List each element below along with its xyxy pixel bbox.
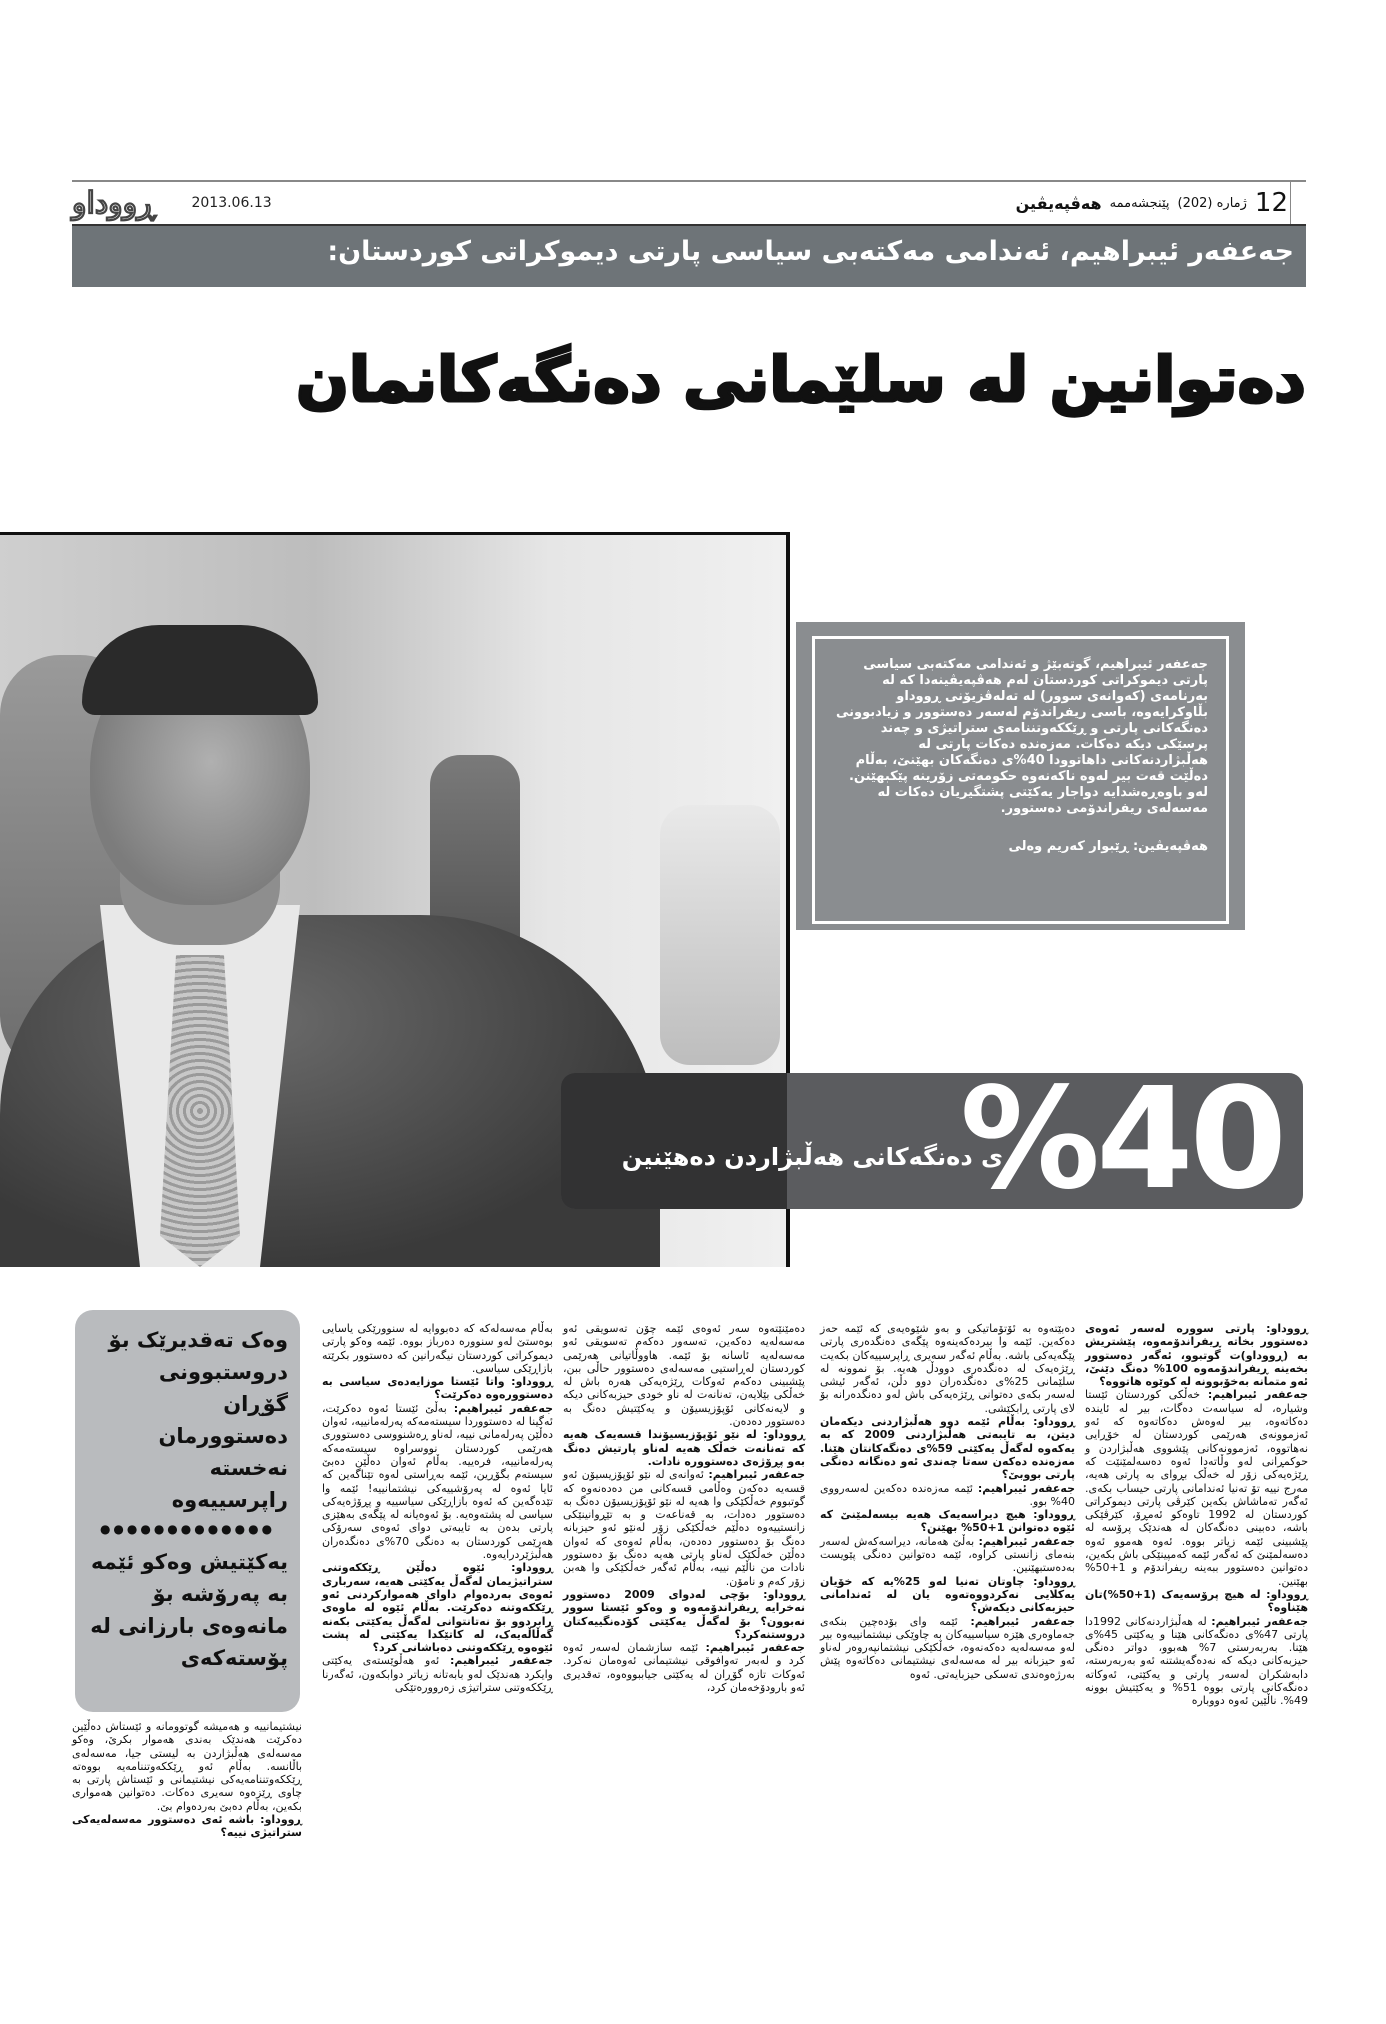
answer-text: بەڵێ هەمانە، دیراسەکەش لەسەر بنەمای زانستی کراوە، ئێمە دەتوانین دەنگی پێویست بەدەستبهێنین. (820, 1534, 1075, 1575)
answer-continuation (322, 1322, 553, 1375)
speaker-name: جەعفەر ئیبراهیم: (1211, 1614, 1308, 1628)
issue-date: 2013.06.13 (191, 195, 272, 211)
intro-box (796, 622, 1245, 930)
pull-quote-box (75, 1310, 300, 1712)
subtitle: جەعفەر ئیبراهیم، ئەندامی مەکتەبی سیاسی پارتی دیموکراتی کوردستان: (327, 236, 1294, 267)
answer-continuation (820, 1322, 1075, 1415)
speaker-name: جەعفەر ئیبراهیم: (978, 1534, 1075, 1548)
answer-text: دەبێتەوە بە ئۆتۆماتیکی و بەو شێوەیەی کە ئێمە حەز دەکەین. ئێمە وا بیردەکەینەوە پێگەی دەنگدەری پارتی پێگەیەکی باشە. بەڵام ئەگەر سەیری ڕاپرسییەکان بکەیت ڕێژەیەک لە دەنگدەری دوودڵ هەیە. بۆ نموونە لە سلێمانی 25%ی دەنگدەران دوو دڵن، ئەگەر ئیشی لەسەر بکەی دەتوانی ڕێژەیەکی باش لەو دەنگدەرانە بۆ لای پارتی ڕابکێشی. (820, 1322, 1075, 1415)
answer-continuation (563, 1322, 805, 1428)
article-column-4 (322, 1322, 553, 1694)
interview-question: ڕووداو: ئێوە دەڵێن ڕێککەوتنی ستراتیژیمان لەگەڵ یەکێتی هەیە، سەرباری ئەوەی بەردەوام داوای هەموارکردنی ئەو ڕێککەوتنە دەکرێت. بەڵام ئێوە لە ماوەی ڕابردوو بۆ نەتانتوانی لەگەڵ یەکێتی بکەنە گەڵاڵەیەک، لە کاتێکدا یەکێتی لە پشت ئێوەوە ڕێککەوتنی دەباشانی کرد؟ (322, 1561, 553, 1655)
interview-question: ڕووداو: هیچ دیراسەیەک هەیە بیسەلمێنێ کە ئێوە دەتوانن 1+50% بهێنن؟ (820, 1508, 1075, 1535)
interview-question: ڕووداو: واتا ئێستا موزایەدەی سیاسی بە دەستوورەوە دەکرێت؟ (322, 1375, 553, 1402)
interview-question: ڕووداو: بەڵام ئێمە دوو هەڵبژاردنی دیکەمان دیتن، بە تایبەتی هەڵبژاردنی 2009 کە بە یەکەوە لەگەڵ یەکێتی 59%ی دەنگەکانتان هێنا. مەزەندە دەکەن سەتا چەندی ئەو دەنگانە دەنگی پارتی بووبێ؟ (820, 1415, 1076, 1482)
answer-text: خەڵکی کوردستان ئێستا وشیارە، لە سیاسەت دەگات، بیر لە ئایندە دەکاتەوە، بیر لەوەش دەکاتەوە کە ئەو ئەزموونەی هەرێمی کوردستان لە خۆڕایی نەهاتووە، ئەزموونەکانی پێشووی هەڵبژاردن و حوکمڕانی لەو وڵاتەدا ئەوە دەسەلمێنێت کە ڕێژەیەکی زۆر لە خەڵک بڕوای بە پارتی هەیە، مەرج نییە تۆ تەنیا ئەندامانی پارتی حیساب بکەی. ئەگەر تەماشاش بکەین کێرڤی پارتی دیموکراتی کوردستان لە 1992 تاوەکو ئەمڕۆ، کێرڤێکی باشە، دەبینی دەنگەکان لە هەندێک پرۆسە لە پێشبینی ئێمە زیاتر بووە. ئەوە هەموو ئەوە دەسەلمێنێ کە ئەگەر ئێمە کەمپینێکی باش بکەین، دەتوانین دەستوور ببەینە ریفراندۆم و 1+50% بهێنین. (1085, 1388, 1308, 1588)
photo-chair (660, 805, 780, 1065)
interview-answer (1085, 1615, 1308, 1708)
interview-question: ڕووداو: بۆچی لەدوای 2009 دەستوور نەخرایە ڕیفراندۆمەوە و وەکو ئێستا سوور نەبوون؟ بۆ لەگەڵ یەکێتی کۆدەنگییەکتان دروستنەکرد؟ (563, 1587, 805, 1641)
interview-question: ڕووداو: لە هیچ پرۆسەیەک (1+50%)تان هێناوە؟ (1085, 1587, 1308, 1615)
interview-answer (322, 1654, 553, 1694)
speaker-name: جەعفەر ئیبراهیم: (705, 1641, 805, 1655)
interview-answer (563, 1468, 805, 1588)
interview-answer (1085, 1388, 1308, 1587)
article-column-1 (1085, 1322, 1308, 1708)
banner-caption: ی دەنگەکانی هەڵبژاردن دەهێنین (621, 1143, 1003, 1171)
answer-text: نیشتیمانییە و هەمیشە گوتوومانە و ئێستاش دەڵێین دەکرێت هەندێک بەندی هەموار بکرێ، وەکو مەسەلەی هەڵبژاردن بە لیستی جیا، مەسەلەی باڵانسە. بەڵام ئەو ڕێککەوتننامەیە بووەتە ڕێککەوتننامەیەکی نیشتیمانی و ئێستاش پارتی بە چاوی ڕێزەوە سەیری دەکات. دەتوانین هەمواری بکەین، بەڵام دەبێ بەردەوام بێ. (72, 1720, 302, 1813)
answer-text: لە هەڵبژاردنەکانی 1992دا پارتی 47%ی دەنگەکانی هێنا و یەکێتی 45%ی هێنا. بەربەرستی 7% هەبوو، دواتر دەنگی حیزبەکانی دیکە کە نەدەگەیشتنە ئەو بەربەرستە، دابەشکران لەسەر پارتی و یەکێتی، ئەوکاتە دەنگەکانی پارتی بووە 51% و یەکێتیش بوونە 49%. ناڵێین ئەوە دووبارە (1085, 1614, 1309, 1708)
page-header (72, 182, 1306, 224)
section-name: هەڤپەیڤین (1015, 193, 1102, 213)
answer-continuation (72, 1720, 302, 1813)
article-column-5 (72, 1720, 302, 1840)
speaker-name: جەعفەر ئیبراهیم: (977, 1481, 1075, 1495)
weekday: پێنجشەممە (1109, 195, 1170, 211)
answer-text: ئەو هەڵوێستەی یەکێتی وایکرد هەندێک لەو بابەتانە زیاتر دوابکەون، ئەگەرنا ڕێککەوتنی ستراتیژی زەروورەتێکی (322, 1654, 553, 1695)
intro-text: جەعفەر ئیبراهیم، گوتەبێژ و ئەندامی مەکتەبی سیاسی پارتی دیموکراتی کوردستان لەم هەڤپەیڤینەدا کە لە بەرنامەی (کەوانەی سوور) لە تەلەڤزیۆنی ڕووداو بڵاوکرایەوە، باسی ریفراندۆم لەسەر دەستوور و زیادبوونی دەنگەکانی پارتی و ڕێککەوتننامەی ستراتیژی و چەند پرسێکی دیکە دەکات. مەزەندە دەکات پارتی لە هەڵبژاردنەکانی داهاتوودا 40%ی دەنگەکان بهێنێ، بەڵام دەڵێت قەت بیر لەوە ناکەنەوە حکومەتی زۆرینە پێکبهێنن. لەو باوەڕەشدایە دواجار یەکێتی پشتگیریان دەکات لە مەسەلەی ریفراندۆمی دەستوور. (835, 657, 1208, 816)
interview-question: ڕووداو: باشە ئەی دەستوور مەسەلەیەکی ستراتیژی نییە؟ (72, 1813, 302, 1840)
speaker-name: جەعفەر ئیبراهیم: (970, 1614, 1076, 1628)
pull-quote-1: وەک تەقدیرێک بۆ دروستبوونی گۆڕان دەستوورمان نەخستە راپرسییەوە (108, 1328, 288, 1512)
interview-credit: هەڤپەیڤین: ڕێبوار کەریم وەلی (1008, 839, 1208, 854)
interview-question: ڕووداو: چاوتان تەنیا لەو 25%یە کە خۆیان یەکلایی نەکردووەتەوە یان لە ئەندامانی حیزبەکانی دیکەش؟ (820, 1574, 1075, 1615)
subtitle-bar (72, 224, 1306, 287)
article-column-3 (563, 1322, 805, 1694)
newspaper-logo: ڕووداو (72, 185, 156, 221)
speaker-name: جەعفەر ئیبراهیم: (708, 1468, 805, 1482)
issue-number: ژمارە (202) (1177, 195, 1247, 211)
interview-answer (322, 1402, 553, 1562)
dotted-separator: ●●●●●●●●●●●●● (99, 1522, 276, 1536)
photo-hair (82, 625, 318, 715)
speaker-name: جەعفەر ئیبراهیم: (453, 1401, 553, 1415)
percent-banner (561, 1058, 1303, 1221)
pull-quote-2: یەکێتیش وەکو ئێمە بە پەرۆشە بۆ مانەوەی بارزانی لە پۆستەکەی (90, 1550, 288, 1670)
headline: دەتوانین لە سلێمانی دەنگەکانمان (295, 343, 1306, 416)
answer-text: ئەوانەی لە نێو ئۆپۆزیسیۆن ئەو قسەیە دەکەن وەڵامی قسەکانی من دەدەنەوە کە گوتبووم خەڵکێکی وا هەیە لە نێو ئۆپۆزیسیۆن دەنگ بە دەستوور دەدات، بە قەناعەت و بە تێڕوانینێکی زانستییەوە دەڵێم خەڵکێکی زۆر لەنێو ئەو حیزبانە دەنگ بۆ دەستوور دەدەن، بەڵام ئەوەی کە ئەوان دەڵێن خەڵکێک لەناو پارتی هەیە دەنگ بۆ دەستوور نادات من ناڵێم نییە، بەڵام ئەگەر خەڵکێکی وا هەبن زۆر کەم و نامۆن. (563, 1468, 805, 1588)
answer-text: ئێمە مەزەندە دەکەین لەسەرووی 40% بوو. (820, 1481, 1075, 1508)
answer-text: بەڵام مەسەلەکە کە دەبووایە لە سنوورێکی یاسایی بوەستێ لەو سنوورە دەرباز بووە. ئێمە وەکو پارتی دیموکراتی کوردستان نیگەرانین کە دەستوور بکرێتە بازاڕێکی سیاسی. (322, 1322, 553, 1375)
page-number-divider (1290, 182, 1291, 224)
interview-answer (820, 1535, 1075, 1575)
interview-answer (820, 1615, 1075, 1681)
answer-text: دەمێنێتەوە سەر ئەوەی ئێمە چۆن تەسویقی ئەو مەسەلەیە دەکەین، تەسەور دەکەم تەسویقی ئەو مەسەلەیە ئاسانە بۆ ئێمە. هاووڵاتیانی هەرێمی کوردستان لەڕاستیی مەسەلەی دەستوور حاڵی ببن، پێشبینی دەکەم ئەوکات ڕێژەیەکی هەرە باش لە خەڵکی بێلایەن، تەنانەت لە ناو خودی حیزبەکانی دیکە و لایەنەکانی ئۆپۆزیسیۆن و یەکێتیش دەنگ بە دەستوور دەدەن. (563, 1322, 805, 1429)
banner-percent: %40 (959, 1058, 1283, 1221)
speaker-name: جەعفەر ئیبراهیم: (450, 1654, 553, 1668)
interview-question: ڕووداو: پارتی سوورە لەسەر ئەوەی دەستوور بخاتە ڕیفراندۆمەوە، پێشتریش بە (ڕووداو)ت گوتبوو، ئەگەر دەستوور بخەینە ڕیفراندۆمەوە 100% دەنگ دێنێ، ئەو متمانە بەخۆبوونە لە کوێوە هاتووە؟ (1085, 1322, 1308, 1389)
answer-text: بەڵێ ئێستا ئەوە دەکرێت، ئەگینا لە دەستووردا سیستەمەکە پەرلەمانییە، ئەوان دەڵێن پەرلەمانی نییە، لەناو ڕەشنووسی دەستووری هەرێمی کوردستان نووسراوە سیستەمەکە پەرلەمانییە، فرەییە. بەڵام ئەوان دەڵێن دەبێ سیستەم بگۆڕین، ئێمە بەڕاستی لەوە تێناگەین کە ئایا ئەوە لە پەرۆشییەکی نیشتمانییە! ئێمە وا تێدەگەین کە ئەوە بازاڕێکی سیاسییە و پڕۆژەیەکی سیاسی لە پشتەوەیە. بۆ ئەوەیانە لە پێگەی بەهێزی پارتی بدەن بە تایبەتی دوای ئەوەی سەرۆکی هەرێمی کوردستان بە دەنگی 70%ی دەنگدەران هەڵبژێردرایەوە. (322, 1401, 554, 1562)
banner-shade (561, 1073, 787, 1209)
answer-text: ئێمە وای بۆدەچین بنکەی جەماوەری هێزە سیاسییەکان بە چاوێکی نیشتمانییەوە بیر لەو مەسەلەیە دەکەنەوە، خەڵکێکی نیشتمانپەروەر لەناو ئەو حیزبانە بیر لە مەسەلەی نیشتیمانی دەکاتەوە پێش بەرژەوەندی تەسکی حیزبایەتی. ئەوە (820, 1614, 1075, 1681)
page-number: 12 (1254, 188, 1288, 218)
article-column-2 (820, 1322, 1075, 1681)
interview-answer (563, 1641, 805, 1694)
answer-text: ئێمە سازشمان لەسەر ئەوە کرد و لەبەر تەوافوقی نیشتیمانی ئەوەمان نەکرد. ئەوکات تازە گۆڕان لە یەکێتی جیاببووەوە، تەقدیری ئەو بارودۆخەمان کرد، (563, 1641, 805, 1695)
interview-answer (820, 1482, 1075, 1509)
speaker-name: جەعفەر ئیبراهیم: (1207, 1388, 1308, 1402)
interview-question: ڕووداو: لە نێو ئۆپۆزیسیۆندا قسەیەک هەیە کە تەنانەت خەڵک هەیە لەناو پارتیش دەنگ بەو پڕۆژەی دەستوورە نادات. (563, 1428, 805, 1468)
